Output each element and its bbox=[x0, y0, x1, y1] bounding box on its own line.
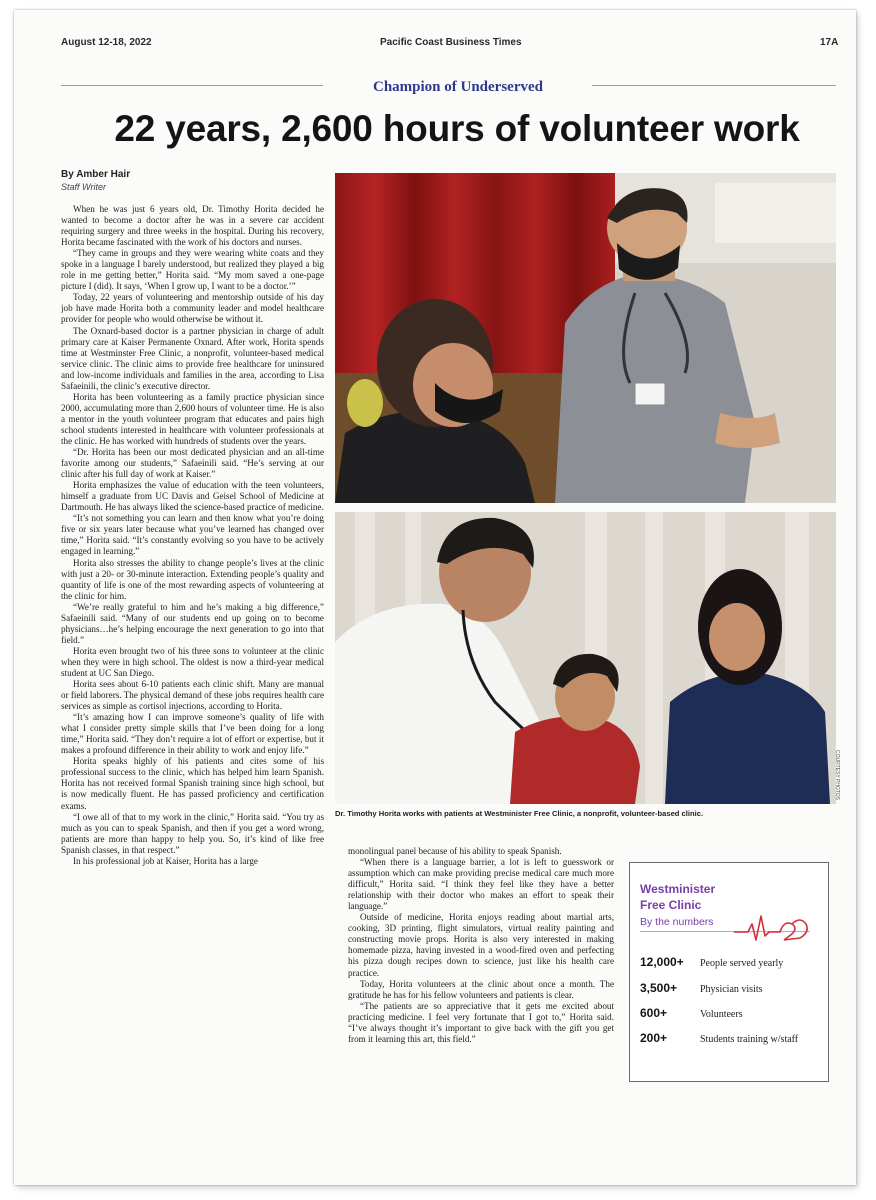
sidebar-title bbox=[640, 881, 790, 913]
stat-value: 12,000+ bbox=[640, 955, 684, 969]
sidebar-title-line-1: Westminister bbox=[640, 882, 716, 896]
sidebar-title-line-2: Free Clinic bbox=[640, 898, 702, 912]
stat-value: 600+ bbox=[640, 1006, 668, 1020]
stat-row-volunteers bbox=[640, 1006, 743, 1022]
paragraph: “When there is a language barrier, a lot is left to guesswork or assumption which can make providing precise medical care much more difficult,” Horita said. “I think they feel like they have a better relationship with their doctor who makes an effort to speak their language.” bbox=[348, 857, 614, 912]
headline: 22 years, 2,600 hours of volunteer work bbox=[114, 108, 800, 149]
paragraph: Horita speaks highly of his patients and cites some of his professional success to the clinic, which has helped him learn Spanish. Horita has not received formal Spanish training since high school, but is now medically fluent. He has passed proficiency and certification exams. bbox=[61, 756, 324, 811]
issue-date: August 12-18, 2022 bbox=[61, 37, 152, 48]
section-label: Champion of Underserved bbox=[372, 79, 543, 95]
stat-label: Physician visits bbox=[700, 984, 763, 995]
stat-label: Volunteers bbox=[700, 1009, 743, 1020]
stat-row-students bbox=[640, 1031, 798, 1047]
stat-value: 200+ bbox=[640, 1031, 668, 1045]
byline: By Amber Hair bbox=[61, 169, 131, 180]
article-column-2 bbox=[348, 846, 614, 1146]
stat-label: People served yearly bbox=[700, 958, 784, 969]
paragraph: When he was just 6 years old, Dr. Timothy Horita decided he wanted to become a doctor after he was in a severe car accident requiring surgery and three weeks in the hospital. During his recovery, Horita became fascinated with the work of his doctors and nurses. bbox=[61, 204, 324, 248]
paragraph: “Dr. Horita has been our most dedicated physician and an all-time favorite among our students,” Safaeinili said. “He’s serving at our clinic after his full day of work at Kaiser.” bbox=[61, 447, 324, 480]
stat-label: Students training w/staff bbox=[700, 1034, 799, 1045]
paragraph: “It’s amazing how I can improve someone’s quality of life with what I consider pretty simple skills that I’ve been doing for a long time,” Horita said. “They don’t require a lot of effort or expertise, but it makes a profound difference in their ability to work and enjoy life.” bbox=[61, 712, 324, 756]
sidebar-subtitle: By the numbers bbox=[640, 916, 714, 928]
publication-name: Pacific Coast Business Times bbox=[380, 37, 522, 48]
stat-row-people-served bbox=[640, 955, 783, 971]
paragraph: Horita sees about 6-10 patients each clinic shift. Many are manual or field laborers. The physical demand of these jobs requires health care services as simple as cortisol injections, according to Horita. bbox=[61, 679, 324, 712]
paragraph: In his professional job at Kaiser, Horita has a large bbox=[73, 855, 258, 866]
paragraph: Horita has been volunteering as a family practice physician since 2000, accumulating more than 2,600 hours of volunteer time. He is also a mentor in the youth volunteer program that educates and pairs high school students interested in healthcare with volunteer professionals at the clinic. He has worked with hundreds of students over the years. bbox=[61, 391, 324, 446]
paragraph: “The patients are so appreciative that it gets me excited about practicing medicine. I feel very fortunate that I got to,” Horita said. “I’ve always thought it’s important to give back with the gift you get from it learning this art, this field.” bbox=[348, 1000, 614, 1044]
newspaper-page bbox=[14, 10, 856, 1185]
paragraph: “I owe all of that to my work in the clinic,” Horita said. “You try as much as you can to speak Spanish, and then if you get a word wrong, patients are more than happy to help you. So, it’s kind of like free Spanish classes, in that respect.” bbox=[61, 811, 324, 855]
section-rule-left bbox=[61, 85, 323, 86]
paragraph: Horita also stresses the ability to change people’s lives at the clinic with just a 20- or 30-minute interaction. Extending people’s quality and quantity of life is one of the most rewarding aspects of volunteering at the clinic for him. bbox=[61, 557, 324, 601]
photo-credit: COURTESY PHOTOS bbox=[834, 750, 840, 801]
photo-caption: Dr. Timothy Horita works with patients at Westminister Free Clinic, a nonprofit, volunteer-based clinic. bbox=[335, 809, 704, 818]
paragraph: Horita even brought two of his three sons to volunteer at the clinic when they were in high school. The oldest is now a third-year medical student at UC San Diego. bbox=[61, 645, 324, 678]
stat-value: 3,500+ bbox=[640, 981, 678, 995]
paragraph: “They came in groups and they were wearing white coats and they spoke in a language I barely understood, but realized they played a big role in me getting better,” Horita said. “My mom saved a one-page picture I (did). It says, ‘When I grow up, I want to be a doctor.’” bbox=[61, 248, 324, 292]
photo-doctor-with-patient bbox=[335, 173, 836, 503]
paragraph: “It’s not something you can learn and then know what you’re doing five or six years later because what you’ve learned has changed over time,” Horita said. “It’s constantly evolving so you have to be actively engaged in learning.” bbox=[61, 513, 324, 557]
paragraph: Horita emphasizes the value of education with the teen volunteers, himself a graduate from UC Davis and Geisel School of Medicine at Dartmouth. He has always liked the science-based practice of medicine. bbox=[61, 480, 324, 513]
article-column-1 bbox=[61, 204, 324, 1172]
by-the-numbers-box bbox=[629, 862, 829, 1082]
page-number: 17A bbox=[820, 37, 839, 48]
paragraph: Today, Horita volunteers at the clinic about once a month. The gratitude he has for his fellow volunteers and patients is clear. bbox=[348, 978, 614, 1000]
paragraph: “We’re really grateful to him and he’s making a big difference,” Safaeinili said. “Many of our students end up going on to become physicians…he’s helping encourage the next generation to go into that field.” bbox=[61, 601, 324, 645]
section-rule-right bbox=[592, 85, 836, 86]
paragraph: Outside of medicine, Horita enjoys reading about martial arts, cooking, 3D printing, flight simulators, virtual reality painting and constructing movie props. Horita is also very interested in making homemade pizza, having invested in a wood-fired oven and perfecting his pizza dough recipes down to science, just like his health care practice. bbox=[348, 912, 614, 978]
byline-role: Staff Writer bbox=[61, 182, 107, 192]
photo-doctor-examining-child bbox=[335, 512, 836, 804]
stat-row-physician-visits bbox=[640, 981, 763, 997]
paragraph: monolingual panel because of his ability to speak Spanish. bbox=[348, 846, 562, 856]
heartbeat-icon bbox=[734, 912, 814, 946]
paragraph: The Oxnard-based doctor is a partner physician in charge of adult primary care at Kaiser Permanente Oxnard. After work, Horita spends time at Westminster Free Clinic, a nonprofit, volunteer-based medical service clinic. The clinic aims to provide free healthcare for uninsured and low-income individuals and families in the area, according to Lisa Safaeinili, the clinic’s executive director. bbox=[61, 325, 324, 391]
paragraph: Today, 22 years of volunteering and mentorship outside of his day job have made Horita both a community leader and model healthcare provider for people who would otherwise be without it. bbox=[61, 292, 324, 325]
